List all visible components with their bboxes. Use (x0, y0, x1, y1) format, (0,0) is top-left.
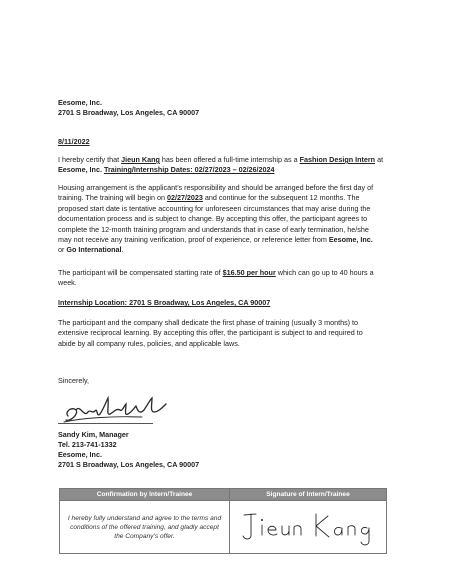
housing-line: Housing arrangement is the applicant’s responsibility and should be arranged before the first day of (58, 183, 374, 192)
go-international: Go International (66, 245, 122, 255)
letterhead-company: Eesome, Inc. (58, 98, 102, 107)
signatory-address: 2701 S Broadway, Los Angeles, CA 90007 (58, 460, 200, 469)
agreement-line: I hereby fully understand and agree to the terms and (67, 514, 222, 522)
housing-line: complete the 12-month training program and understands that in case of early termination, he/she (58, 224, 369, 234)
housing-line: documentation process and is subject to change. By accepting this offer, the participant agrees to (58, 214, 368, 224)
intro-text: I hereby certify that (58, 155, 122, 164)
pay-rate: $16.50 per hour (222, 268, 276, 277)
intro-paragraph (58, 155, 394, 176)
closing: Sincerely, (58, 376, 90, 385)
start-date: 02/27/2023 (166, 193, 203, 203)
signatory-tel: Tel. 213-741-1332 (58, 440, 117, 449)
agreement-line: the Company’s offer. (114, 532, 175, 540)
manager-signature (62, 392, 172, 426)
training-paragraph (58, 318, 394, 349)
housing-text: training. The training will begin on (58, 193, 167, 203)
letterhead-address: 2701 S Broadway, Los Angeles, CA 90007 (58, 108, 200, 117)
compensation-line: week. (58, 278, 77, 288)
letter-date: 8/11/2022 (58, 137, 90, 146)
housing-text: . (121, 245, 124, 255)
confirmation-table (59, 488, 387, 554)
housing-line: proposed start date is tentative accounting for unforeseen circumstances that may arise during the (58, 203, 371, 213)
compensation-text: which can go up to 40 hours a (275, 268, 374, 277)
signature-rule (58, 423, 153, 424)
confirmation-header: Confirmation by Intern/Trainee (60, 489, 230, 501)
internship-dates: Training/Internship Dates: 02/27/2023 – 02/26/2024 (103, 165, 275, 175)
compensation-text: The participant will be compensated starting rate of (58, 268, 223, 277)
intern-name: Jieun Kang (121, 155, 160, 164)
signature-header: Signature of Intern/Trainee (230, 489, 387, 501)
housing-text: may not receive any training verification, proof of experience, or reference letter from (58, 235, 329, 245)
intro-text: has been offered a full-time internship as a (159, 155, 300, 164)
housing-text: or (58, 245, 67, 255)
intro-company: Eesome, Inc. (58, 165, 102, 175)
agreement-cell (60, 501, 230, 554)
housing-text: and continue for the subsequent 12 months. The (202, 193, 360, 203)
training-line: The participant and the company shall dedicate the first phase of training (usually 3 months) to (58, 318, 359, 327)
housing-company: Eesome, Inc. (328, 235, 373, 245)
compensation-paragraph (58, 268, 394, 289)
agreement-line: conditions of the offered training, and gladly accept (70, 523, 219, 531)
signatory-name: Sandy Kim, Manager (58, 430, 129, 439)
intern-signature-cell (230, 501, 387, 554)
intern-handwritten-signature (230, 501, 386, 551)
intro-text: at (375, 155, 384, 164)
internship-location: Internship Location: 2701 S Broadway, Los Angeles, CA 90007 (58, 298, 271, 307)
housing-paragraph (58, 183, 394, 256)
signatory-company: Eesome, Inc. (58, 450, 102, 459)
position-title: Fashion Design Intern (299, 155, 376, 164)
training-line: extensive reciprocal learning. By accepting this offer, the participant is subject to and required to (58, 328, 363, 338)
training-line: abide by all company rules, policies, and applicable laws. (58, 338, 240, 348)
